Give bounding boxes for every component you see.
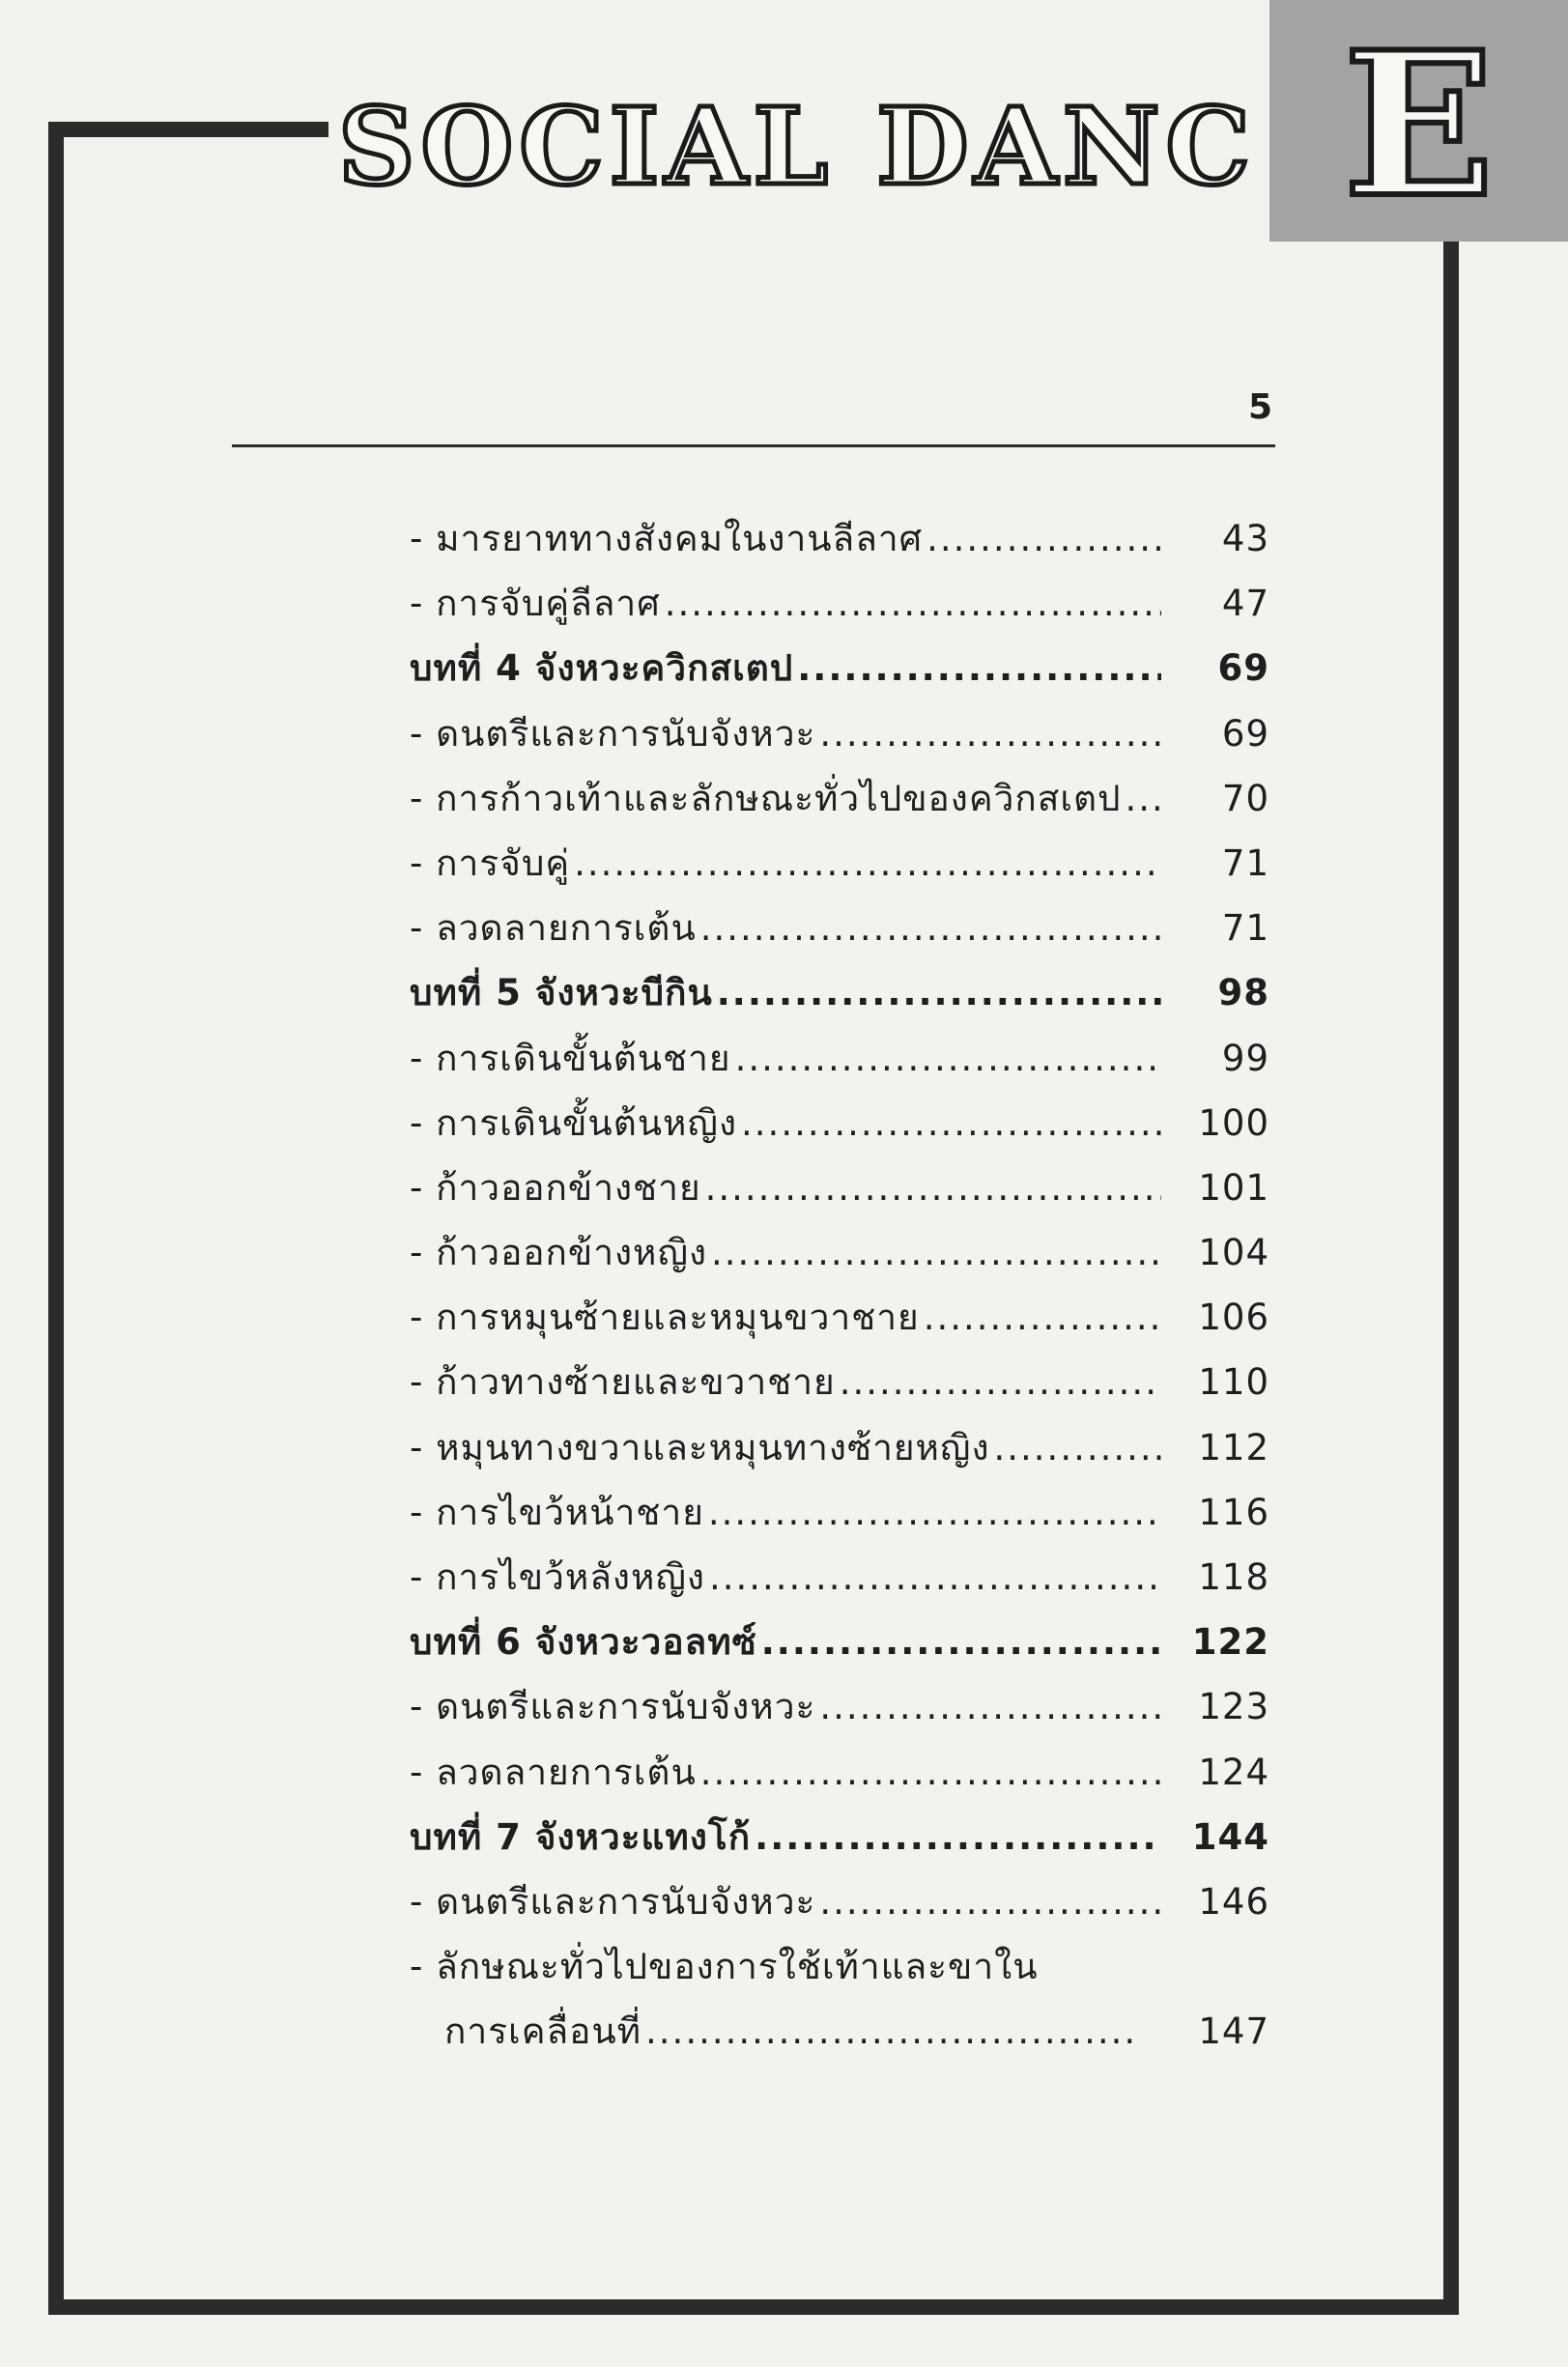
toc-leader-dots [717, 972, 1161, 1013]
toc-page-number: 100 [1198, 1101, 1269, 1144]
toc-page-number: 144 [1191, 1815, 1269, 1858]
toc-leader-dots [741, 1102, 1161, 1144]
toc-leader-dots [735, 1038, 1161, 1079]
header-rule [232, 444, 1275, 447]
toc-page-number: 69 [1221, 712, 1269, 755]
toc-entry [410, 835, 1269, 899]
toc-entry-label: - ดนตรีและการนับจังหวะ [410, 1686, 816, 1728]
table-of-contents [410, 510, 1269, 2068]
toc-page-number: 99 [1221, 1037, 1269, 1079]
toc-entry [410, 1095, 1269, 1159]
toc-entry-label: - ก้าวออกข้างชาย [410, 1166, 701, 1209]
toc-leader-dots [665, 583, 1161, 624]
toc-entry [410, 1484, 1269, 1549]
toc-entry [410, 575, 1269, 640]
toc-page-number: 98 [1217, 972, 1269, 1014]
toc-page-number: 116 [1198, 1491, 1269, 1533]
toc-page-number: 147 [1198, 2011, 1269, 2053]
toc-entry-label: บทที่ 5 จังหวะบีกิน [410, 972, 713, 1014]
toc-page-number: 71 [1221, 841, 1269, 884]
toc-entry [410, 770, 1269, 835]
toc-entry-label: - การหมุนซ้ายและหมุนขวาชาย [410, 1297, 920, 1339]
toc-entry [410, 1289, 1269, 1354]
toc-page-number: 122 [1191, 1621, 1269, 1664]
toc-chapter-entry [410, 640, 1269, 704]
toc-entry-label: - ดนตรีและการนับจังหวะ [410, 1880, 816, 1923]
toc-page-number: 124 [1198, 1751, 1269, 1793]
toc-entry-label: - การเดินขั้นต้นชาย [410, 1037, 731, 1079]
toc-page-number: 112 [1198, 1426, 1269, 1469]
toc-page-number: 104 [1198, 1232, 1269, 1274]
toc-entry-label: - ดนตรีและการนับจังหวะ [410, 712, 816, 755]
toc-page-number: 47 [1221, 583, 1269, 625]
toc-chapter-entry [410, 1809, 1269, 1873]
page-frame-right [1443, 232, 1459, 2315]
toc-entry-label: บทที่ 7 จังหวะแทงโก้ [410, 1815, 752, 1858]
toc-entry [410, 1159, 1269, 1224]
toc-page-number: 123 [1198, 1686, 1269, 1728]
book-title: SOCIAL DANC [338, 84, 1257, 209]
toc-entry-label: - ลวดลายการเต้น [410, 907, 697, 950]
toc-entry-label: การเคลื่อนที่ [444, 2011, 642, 2053]
book-title-banner [328, 84, 1269, 209]
toc-entry-label: - การไขว้หลังหญิง [410, 1556, 705, 1598]
toc-entry [410, 1030, 1269, 1095]
toc-leader-dots [819, 1686, 1161, 1727]
toc-leader-dots [819, 1881, 1161, 1923]
toc-entry-label: - การจับคู่ [410, 841, 571, 884]
toc-entry [410, 1873, 1269, 1938]
page-frame-left [48, 122, 64, 2315]
toc-entry [410, 705, 1269, 770]
toc-entry [410, 1549, 1269, 1613]
toc-leader-dots [927, 518, 1161, 559]
toc-entry [410, 1419, 1269, 1484]
toc-leader-dots [709, 1556, 1161, 1598]
toc-chapter-entry [410, 964, 1269, 1029]
toc-page-number: 70 [1221, 777, 1269, 819]
toc-entry [410, 510, 1269, 575]
toc-page-number: 43 [1221, 518, 1269, 559]
toc-entry [410, 899, 1269, 964]
toc-leader-dots [755, 1816, 1161, 1858]
toc-leader-dots [700, 907, 1161, 949]
toc-leader-dots [645, 2011, 1140, 2052]
toc-entry-label: - ก้าวทางซ้ายและขวาชาย [410, 1361, 836, 1404]
title-letter-box [1269, 0, 1568, 242]
book-title-last-letter: E [1343, 9, 1495, 242]
toc-entry [410, 1744, 1269, 1809]
page-frame-bottom [48, 2299, 1459, 2315]
toc-page-number: 118 [1198, 1556, 1269, 1598]
toc-entry [410, 1354, 1269, 1418]
toc-entry [410, 2003, 1269, 2068]
toc-entry [410, 1224, 1269, 1289]
toc-entry [410, 1678, 1269, 1743]
toc-leader-dots [840, 1361, 1161, 1403]
toc-leader-dots [708, 1492, 1161, 1533]
toc-entry-label: - การจับคู่ลีลาศ [410, 583, 661, 625]
toc-leader-dots [700, 1752, 1161, 1793]
toc-entry [410, 1938, 1269, 2003]
toc-entry-label: - การก้าวเท้าและลักษณะทั่วไปของควิกสเตป [410, 777, 1122, 819]
toc-page-number: 146 [1198, 1880, 1269, 1923]
toc-page-number: 101 [1198, 1166, 1269, 1209]
toc-leader-dots [994, 1427, 1161, 1469]
toc-leader-dots [819, 713, 1161, 755]
toc-page-number: 71 [1221, 907, 1269, 950]
toc-leader-dots [711, 1232, 1161, 1273]
toc-entry-label: - หมุนทางขวาและหมุนทางซ้ายหญิง [410, 1426, 990, 1469]
toc-entry-label: - ลักษณะทั่วไปของการใช้เท้าและขาใน [410, 1946, 1039, 1988]
toc-page-number: 69 [1217, 647, 1269, 690]
toc-leader-dots [924, 1297, 1161, 1338]
page-number: 5 [1247, 387, 1272, 427]
toc-entry-label: บทที่ 6 จังหวะวอลทซ์ [410, 1621, 757, 1664]
toc-entry-label: - ก้าวออกข้างหญิง [410, 1232, 708, 1274]
toc-entry-label: - การเดินขั้นต้นหญิง [410, 1101, 738, 1144]
toc-entry-label: บทที่ 4 จังหวะควิกสเตป [410, 647, 794, 690]
toc-leader-dots [797, 647, 1161, 689]
toc-entry-label: - การไขว้หน้าชาย [410, 1491, 704, 1533]
toc-leader-dots [705, 1167, 1161, 1209]
toc-page-number: 110 [1198, 1361, 1269, 1404]
toc-chapter-entry [410, 1613, 1269, 1678]
toc-leader-dots [761, 1621, 1161, 1663]
toc-entry-label: - มารยาททางสังคมในงานลีลาศ [410, 518, 924, 559]
toc-leader-dots [1126, 778, 1161, 819]
toc-page-number: 106 [1198, 1297, 1269, 1339]
toc-entry-label: - ลวดลายการเต้น [410, 1751, 697, 1793]
toc-leader-dots [574, 842, 1161, 884]
